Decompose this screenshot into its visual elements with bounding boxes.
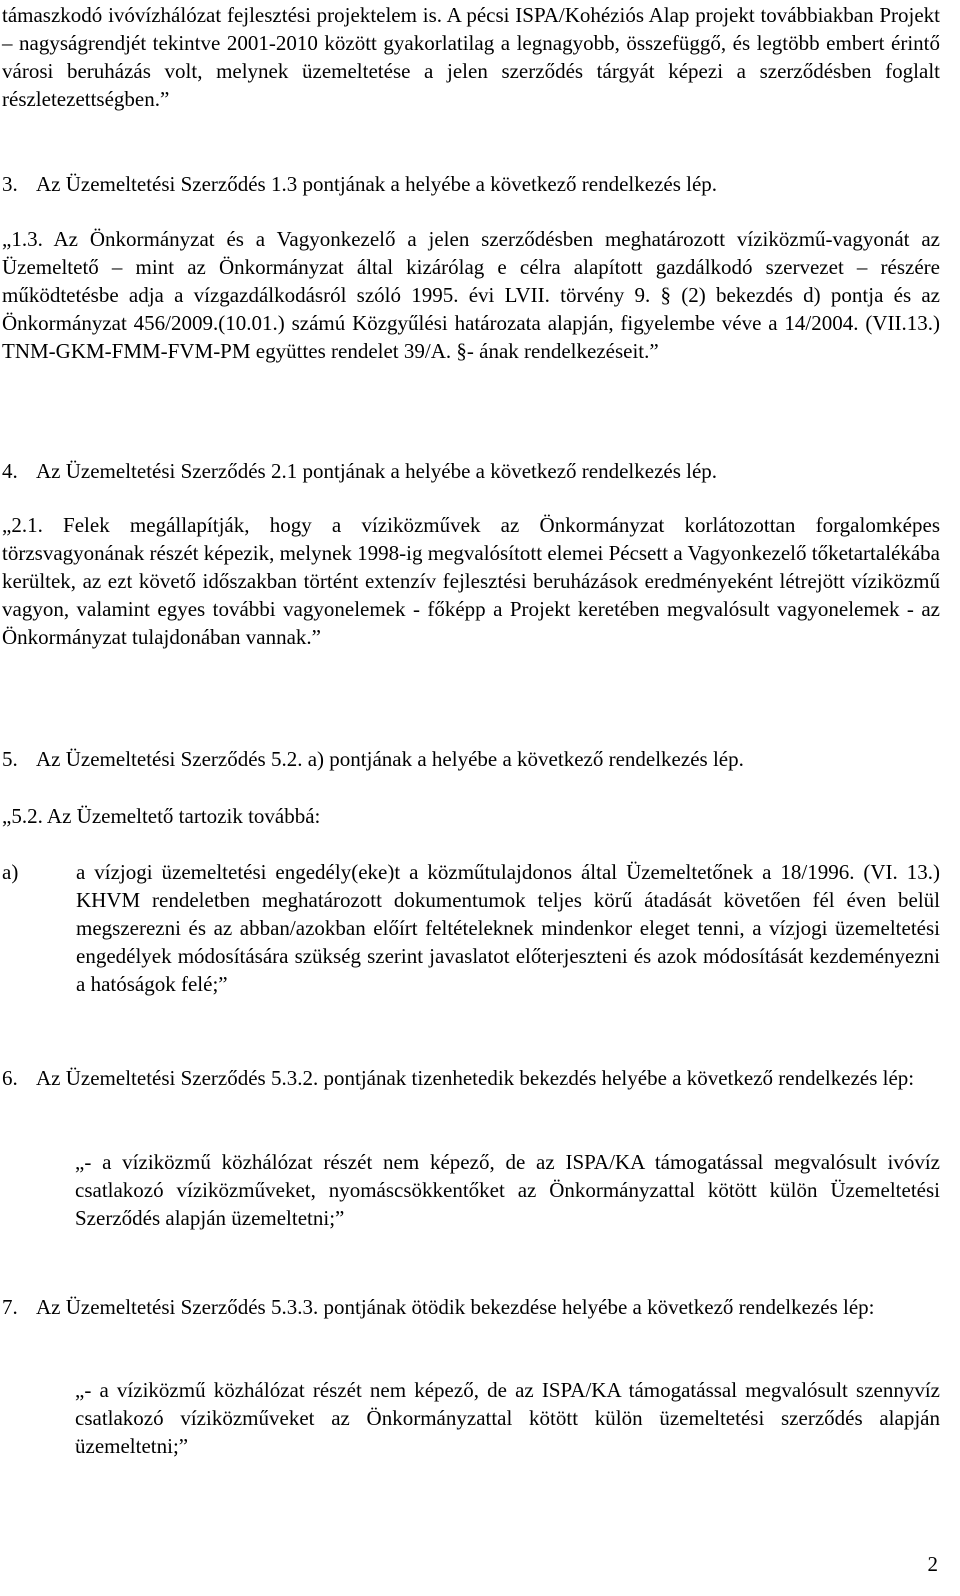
intro-paragraph: támaszkodó ivóvízhálózat fejlesztési projektelem is. A pécsi ISPA/Kohéziós Alap projekt továbbiakban Projekt – nagyságrendjét tekintve 2001-2010 között gyakorlatilag a legnagyobb, összefüggő, és legtöbb embert érintő városi beruházás volt, melynek üzemeltetése a jelen szerződés tárgyát képezi a szerződésben foglalt részletezettségben.”: [2, 3, 940, 111]
section-6-heading: [2, 1064, 940, 1092]
section-number: 5.: [2, 747, 18, 771]
section-5-intro: „5.2. Az Üzemeltető tartozik továbbá:: [2, 804, 321, 828]
section-6-body: „- a víziközmű közhálózat részét nem képező, de az ISPA/KA támogatással megvalósult ivóvíz csatlakozó víziközműveket, nyomáscsökkentőket az Önkormányzattal kötött külön Üzemeltetési Szerződés alapján üzemeltetni;”: [75, 1150, 940, 1230]
section-number: 4.: [2, 459, 18, 483]
section-number: 6.: [2, 1066, 18, 1090]
section-number: 7.: [2, 1295, 18, 1319]
section-number: 3.: [2, 172, 18, 196]
section-5-heading: [2, 745, 940, 773]
section-4-body: „2.1. Felek megállapítják, hogy a víziközművek az Önkormányzat korlátozottan forgalomképes törzsvagyonának részét képezik, melynek 1998-ig megvalósított elemei Pécsett a Vagyonkezelő tőketartalékába kerültek, az ezt követő időszakban történt extenzív fejlesztési beruházások eredményeként létrejött víziközmű vagyon, valamint egyes további vagyonelemek - főképp a Projekt keretében megvalósult vagyonelemek - az Önkormányzat tulajdonában vannak.”: [2, 513, 940, 649]
section-heading-text: Az Üzemeltetési Szerződés 1.3 pontjának a helyébe a következő rendelkezés lép.: [36, 172, 718, 196]
section-heading-text: Az Üzemeltetési Szerződés 5.3.3. pontjának ötödik bekezdése helyébe a következő rendelkezés lép:: [36, 1295, 875, 1319]
section-3-body: „1.3. Az Önkormányzat és a Vagyonkezelő a jelen szerződésben meghatározott víziközmű-vagyonát az Üzemeltető – mint az Önkormányzat által kizárólag e célra alapított gazdálkodó szervezet – részére működtetésbe adja a vízgazdálkodásról szóló 1995. évi LVII. törvény 9. § (2) bekezdés d) pontja és az Önkormányzat 456/2009.(10.01.) számú Közgyűlési határozata alapján, figyelembe véve a 14/2004. (VII.13.) TNM-GKM-FMM-FVM-PM együttes rendelet 39/A. §- ának rendelkezéseit.”: [2, 227, 940, 363]
section-heading-text: Az Üzemeltetési Szerződés 5.3.2. pontjának tizenhetedik bekezdés helyébe a következő rendelkezés lép:: [36, 1066, 915, 1090]
item-text: a vízjogi üzemeltetési engedély(eke)t a közműtulajdonos által Üzemeltetőnek a 18/1996. (VI. 13.) KHVM rendeletben meghatározott dokumentumok teljes körű átadását követően fél éven belül megszerezni és az abban/azokban előírt feltételeknek mindenkor eleget tenni, a vízjogi üzemeltetési engedélyek módosítására szükség szerint javaslatot előterjeszteni és azok módosítását kezdeményezni a hatóságok felé;”: [76, 860, 940, 996]
section-7-heading: [2, 1293, 940, 1321]
section-7-body: „- a víziközmű közhálózat részét nem képező, de az ISPA/KA támogatással megvalósult szennyvíz csatlakozó víziközműveket az Önkormányzattal kötött külön üzemeltetési szerződés alapján üzemeltetni;”: [75, 1378, 940, 1458]
section-3-heading: [2, 170, 940, 198]
page-number: 2: [927, 1552, 938, 1576]
section-heading-text: Az Üzemeltetési Szerződés 5.2. a) pontjának a helyébe a következő rendelkezés lép.: [36, 747, 744, 771]
section-4-heading: [2, 457, 940, 485]
section-5-item-a: [2, 858, 940, 998]
item-label: a): [2, 860, 19, 884]
section-heading-text: Az Üzemeltetési Szerződés 2.1 pontjának a helyébe a következő rendelkezés lép.: [36, 459, 718, 483]
